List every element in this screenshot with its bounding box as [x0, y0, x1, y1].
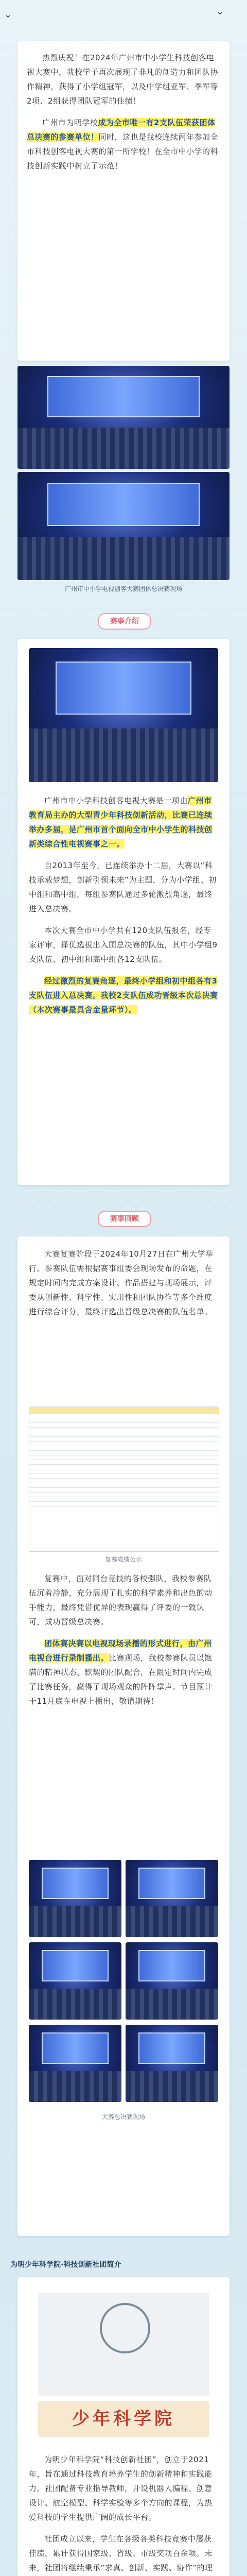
section-title-intro: 赛事介绍	[98, 613, 151, 630]
event-intro-paragraph: 本次大赛全市中小学共有120支队伍报名，经专家评审，择优选拔出入围总决赛的队伍，其中小学组9支队伍、初中组和高中组各12支队伍。	[29, 926, 218, 964]
review-paragraph: 团体赛决赛以电视现场录播的形式进行，由广州电视台进行录制播出。比赛现场，我校参赛队员以饱满的精神状态、默契的团队配合，在限定时间内完成了比赛任务，赢得了现场观众的阵阵掌声。节目预计于11月底在电视上播出，敬请期待！	[29, 1639, 213, 1706]
final-photo	[126, 2025, 218, 2102]
final-photo	[29, 2025, 121, 2102]
table-caption: 复赛成绩公示	[104, 1556, 142, 1563]
review-paragraph: 复赛中，面对同台竞技的各校强队，我校参赛队伍沉着冷静，充分展现了扎实的科学素养和出色的动手能力，最终凭借优异的表现赢得了评委的一致认可，成功晋级总决赛。	[29, 1574, 213, 1626]
photo-caption: 大赛总决赛现场	[101, 2113, 145, 2121]
swallow-icon: ⌄	[216, 6, 224, 17]
event-photo	[29, 648, 218, 782]
academy-sign-photo	[38, 2293, 209, 2396]
academy-paragraph: 为明少年科学院“科技创新社团”，创立于2021年，旨在通过科技教育培养学生的创新精神和实践能力。社团配备专业指导教师，开设机器人编程、创意设计、航空模型、科学实验等多个方向的课程，为热爱科技的学生提供广阔的成长平台。	[29, 2455, 213, 2522]
results-table-image	[29, 1406, 219, 1552]
final-photo	[126, 1860, 218, 1937]
event-intro-paragraph: 广州市中小学科技创客电视大赛是一项由广州市教育局主办的大型青少年科技创新活动，比赛已连续举办多届，是广州市首个面向全市中小学生的科技创新类综合性电视赛事之一。	[29, 796, 213, 849]
intro-paragraph: 广州市为明学校成为全市唯一有2支队伍荣获团体总决赛的参赛单位！同时，这也是我校连续两年参加全市科技创客电视大赛的第一所学校！在全市中小学的科技创新实践中树立了示范！	[27, 118, 219, 171]
final-photo	[29, 1860, 121, 1937]
review-paragraph: 大赛复赛阶段于2024年10月27日在广州大学举行。参赛队伍需根据赛事组委会现场发布的命题，在规定时间内完成方案设计、作品搭建与现场展示，评委从创新性、科学性、实用性和团队协作等多个维度进行综合评分，最终评选出晋级总决赛的队伍名单。	[29, 1249, 214, 1316]
team-photo	[17, 472, 230, 580]
section-title-review: 赛事回顾	[98, 1211, 151, 1227]
stage-photo	[17, 366, 230, 469]
academy-logo-icon	[100, 2303, 150, 2353]
academy-paragraph: 社团成立以来，学生在各级各类科技竞赛中屡获佳绩，累计获得国家级、省级、市级奖项百余项。未来，社团将继续秉承“求真、创新、实践、协作”的理	[29, 2534, 213, 2572]
event-intro-card	[17, 639, 230, 1185]
final-photo	[126, 1942, 218, 2020]
highlight-text: 成为全市唯一有2支队伍荣获团体总决赛的参赛单位！	[27, 118, 216, 142]
swallow-icon: ⌄	[4, 9, 12, 20]
event-review-card	[17, 1236, 230, 2236]
academy-logo-text: 少年科学院	[38, 2401, 209, 2437]
intro-card	[17, 41, 230, 361]
academy-heading: 为明少年科学院·科技创新社团简介	[10, 2261, 121, 2269]
photo-caption: 广州市中小学电视创客大赛团体总决赛现场	[64, 585, 182, 592]
intro-paragraph: 热烈庆祝！在2024年广州市中小学生科技创客电视大赛中，我校学子再次展现了非凡的创造力和团队协作精神，获得了小学组冠军，以及中学组亚军、季军等2项、2组获得团队冠军的佳绩！	[27, 53, 219, 106]
event-intro-paragraph: 自2013年至今，已连续举办十二届，大赛以“科技承载梦想，创新引领未来”为主题，分为小学组、初中组和高中组，每组参赛队通过多轮激烈角逐，最终进入总决赛。	[29, 861, 217, 913]
final-photo	[29, 1942, 121, 2020]
academy-card	[17, 2277, 230, 2576]
event-intro-paragraph: 经过激烈的复赛角逐，最终小学组和初中组各有3支队伍进入总决赛。我校2支队伍成功晋级本次总决赛（本次赛事最具含金量环节）。	[29, 976, 218, 1014]
